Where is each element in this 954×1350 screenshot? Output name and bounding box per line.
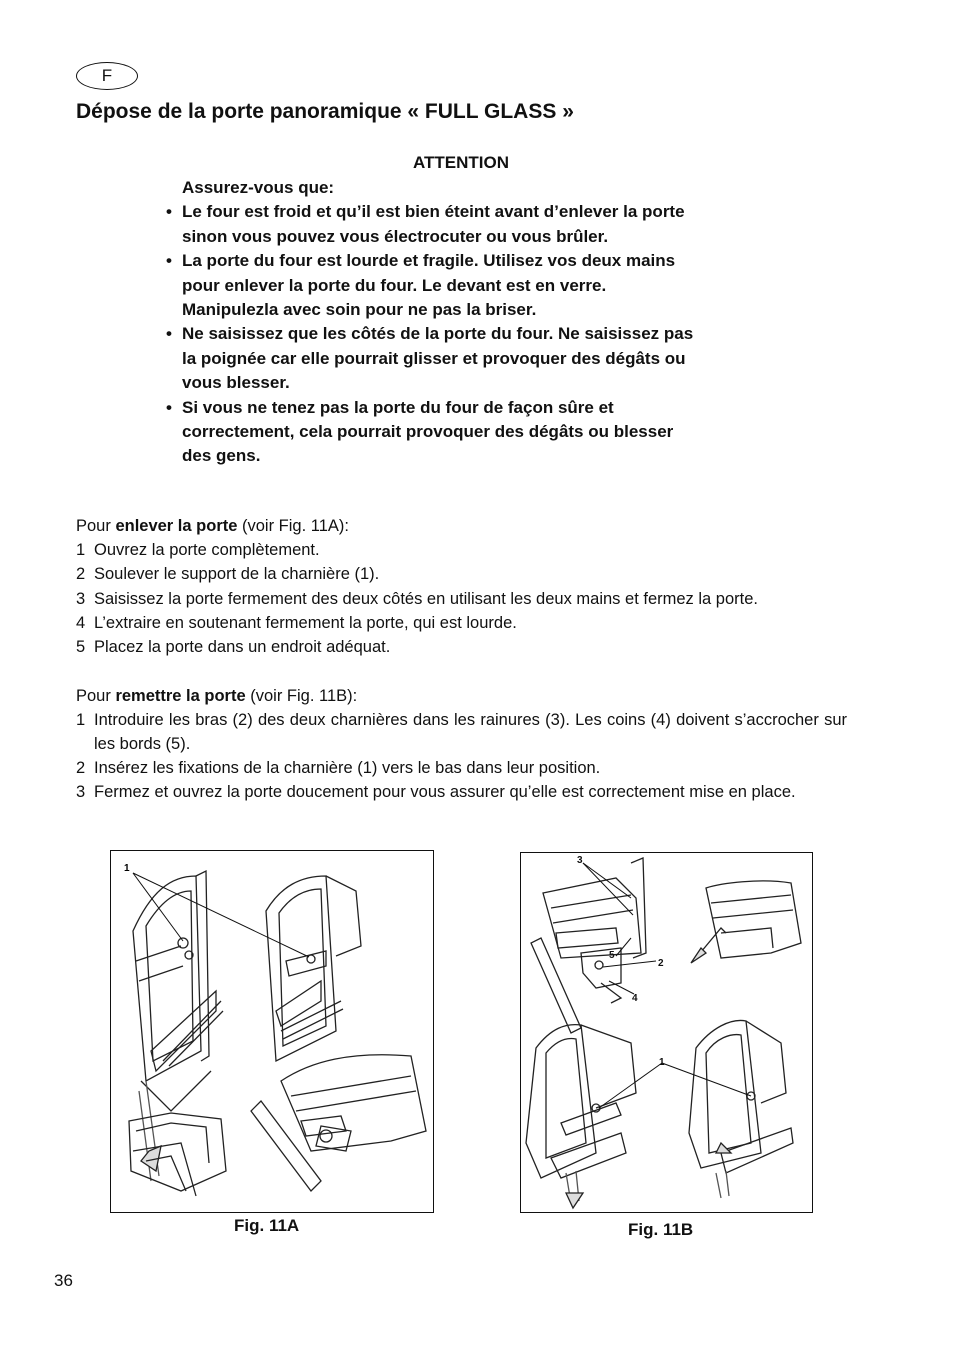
callout-label: 4 [632,993,638,1004]
warning-item [166,200,753,249]
step-text: Fermez et ouvrez la porte doucement pour vous assurer qu’elle est correctement mise en place. [94,783,796,801]
step-item [76,538,847,562]
step-number: 1 [76,711,86,729]
figure-11b-caption: Fig. 11B [628,1220,694,1239]
step-item [76,708,847,756]
remove-door-intro [76,514,847,538]
step-number: 3 [76,783,86,801]
warning-item [166,249,753,322]
intro-prefix: Pour [76,687,116,705]
figure-11b-illustration [521,853,812,1212]
step-item [76,756,847,780]
figure-11b [520,852,813,1213]
step-number: 5 [76,638,86,656]
refit-door-section [76,684,847,804]
warning-item [166,322,753,395]
intro-suffix: (voir Fig. 11A): [237,517,349,535]
intro-suffix: (voir Fig. 11B): [245,687,358,705]
step-item [76,780,847,804]
bullet-icon: • [166,202,172,222]
step-text: Soulever le support de la charnière (1). [94,565,380,583]
step-number: 3 [76,590,86,608]
step-text: Introduire les bras (2) des deux charnières dans les rainures (3). Les coins (4) doivent s’accrocher sur les bords (5). [94,711,847,753]
warning-list [166,200,753,468]
refit-door-intro [76,684,847,708]
callout-label: 5 [609,950,615,961]
figure-11a-illustration [111,851,433,1212]
warning-line: Le four est froid et qu’il est bien éteint avant d’enlever la porte [182,202,685,222]
intro-bold: enlever la porte [115,517,238,535]
remove-steps [76,538,847,659]
warning-box [166,176,753,469]
warning-line: La porte du four est lourde et fragile. Utilisez vos deux mains [182,251,676,271]
step-item [76,562,847,586]
bullet-icon: • [166,251,172,271]
page-number: 36 [54,1271,73,1290]
figure-11a [110,850,434,1213]
warning-line: Manipulezla avec soin pour ne pas la briser. [182,300,537,320]
warning-line: pour enlever la porte du four. Le devant est en verre. [182,275,607,295]
warning-line: Si vous ne tenez pas la porte du four de façon sûre et [182,397,614,417]
step-number: 2 [76,565,86,583]
bullet-icon: • [166,324,172,344]
warning-intro: Assurez-vous que: [182,178,335,197]
callout-label: 2 [658,958,664,969]
step-number: 2 [76,759,86,777]
language-badge-label: F [101,66,113,85]
step-text: Ouvrez la porte complètement. [94,541,320,559]
refit-steps [76,708,847,804]
step-number: 4 [76,614,86,632]
step-text: L’extraire en soutenant fermement la porte, qui est lourde. [94,614,517,632]
intro-prefix: Pour [76,517,116,535]
callout-label: 1 [659,1057,665,1068]
callout-label: 1 [124,863,130,874]
warning-line: la poignée car elle pourrait glisser et provoquer des dégâts ou [182,348,686,368]
step-text: Placez la porte dans un endroit adéquat. [94,638,391,656]
warning-item [166,396,753,469]
figure-11a-caption: Fig. 11A [234,1216,300,1235]
step-text: Insérez les fixations de la charnière (1) vers le bas dans leur position. [94,759,601,777]
step-item [76,586,847,611]
step-item [76,635,847,659]
warning-line: sinon vous pouvez vous électrocuter ou vous brûler. [182,226,609,246]
remove-door-section [76,514,847,659]
step-item [76,611,847,635]
warning-line: correctement, cela pourrait provoquer des dégâts ou blesser [182,422,674,442]
warning-line: Ne saisissez que les côtés de la porte du four. Ne saisissez pas [182,324,694,344]
callout-label: 3 [577,855,583,866]
bullet-icon: • [166,397,172,417]
step-text: Saisissez la porte fermement des deux côtés en utilisant les deux mains et fermez la porte. [94,590,758,608]
language-badge [76,62,138,90]
warning-line: des gens. [182,446,261,466]
attention-heading: ATTENTION [412,153,509,172]
step-number: 1 [76,541,86,559]
intro-bold: remettre la porte [115,687,246,705]
warning-line: vous blesser. [182,373,290,393]
page-title: Dépose de la porte panoramique « FULL GLASS » [76,100,574,123]
